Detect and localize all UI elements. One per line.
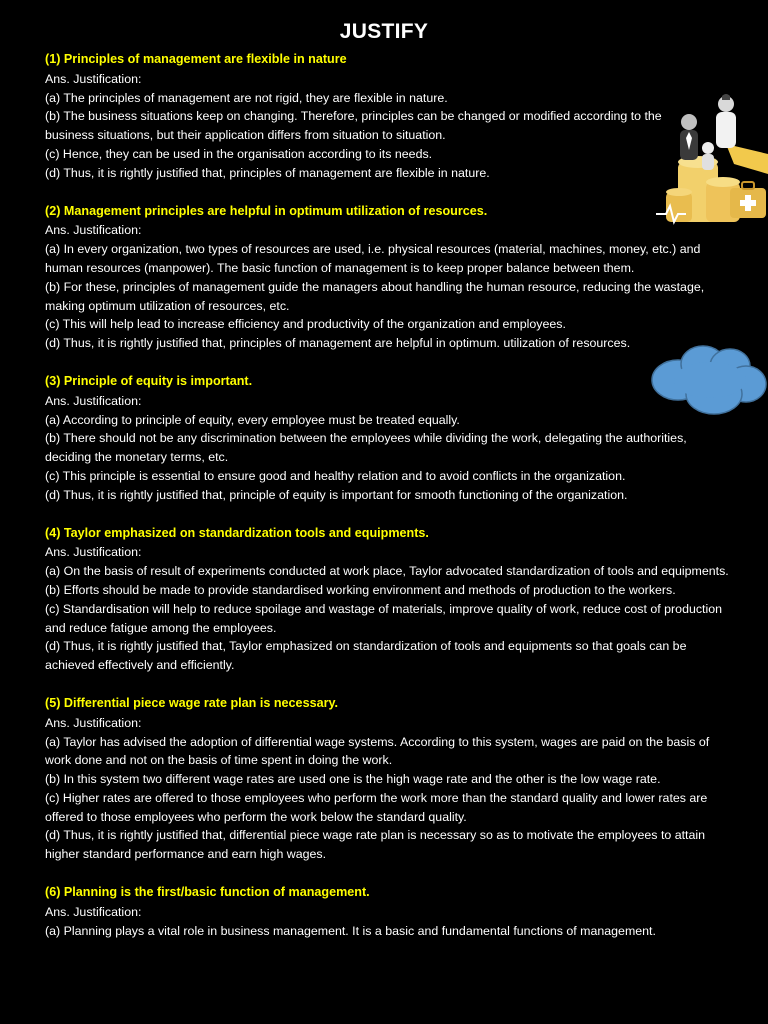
point-b: (b) The business situations keep on changing. Therefore, principles can be changed or modified according to the business situations, but their application differs from situation to situation.	[45, 109, 662, 143]
point-d: (d) Thus, it is rightly justified that, principles of management are helpful in optimum. utilization of resources.	[45, 336, 631, 351]
section-heading: (4) Taylor emphasized on standardization tools and equipments.	[45, 525, 429, 540]
answer-label: Ans. Justification:	[45, 715, 142, 730]
document-body	[45, 50, 735, 959]
section-6	[45, 883, 735, 940]
answer-label: Ans. Justification:	[45, 545, 142, 560]
section-heading: (3) Principle of equity is important.	[45, 373, 253, 388]
point-a: (a) Taylor has advised the adoption of differential wage systems. According to this system, wages are paid on the basis of work done and not on the basis of time spent in doing the work.	[45, 734, 710, 768]
section-heading: (2) Management principles are helpful in optimum utilization of resources.	[45, 203, 488, 218]
point-a: (a) According to principle of equity, every employee must be treated equally.	[45, 412, 460, 427]
point-a: (a) On the basis of result of experiments conducted at work place, Taylor advocated standardization of tools and equipments.	[45, 564, 729, 579]
point-b: (b) In this system two different wage rates are used one is the high wage rate and the other is the low wage rate.	[45, 772, 661, 787]
point-d: (d) Thus, it is rightly justified that, principles of management are flexible in nature.	[45, 165, 490, 180]
answer-label: Ans. Justification:	[45, 223, 142, 238]
point-b: (b) For these, principles of management guide the managers about handling the human resource, reducing the wastage, making optimum utilization of resources, etc.	[45, 279, 705, 313]
page-title: JUSTIFY	[339, 20, 429, 43]
section-3	[45, 372, 735, 505]
point-d: (d) Thus, it is rightly justified that, differential piece wage rate plan is necessary so as to motivate the employees to attain higher standard performance and earn high wages.	[45, 828, 706, 862]
section-heading: (5) Differential piece wage rate plan is necessary.	[45, 695, 339, 710]
point-c: (c) Hence, they can be used in the organisation according to its needs.	[45, 146, 433, 161]
point-d: (d) Thus, it is rightly justified that, principle of equity is important for smooth functioning of the organization.	[45, 487, 628, 502]
section-2	[45, 202, 735, 353]
cloud-shape-icon	[648, 340, 768, 418]
section-heading: (6) Planning is the first/basic function of management.	[45, 885, 370, 900]
point-a: (a) Planning plays a vital role in business management. It is a basic and fundamental functions of management.	[45, 923, 656, 938]
point-d: (d) Thus, it is rightly justified that, Taylor emphasized on standardization of tools and equipments so that goals can be achieved effectively and efficiently.	[45, 639, 687, 673]
point-c: (c) This principle is essential to ensure good and healthy relation and to avoid conflicts in the organization.	[45, 468, 626, 483]
people-coins-illustration-icon	[656, 92, 768, 232]
answer-label: Ans. Justification:	[45, 904, 142, 919]
point-b: (b) There should not be any discrimination between the employees while dividing the work, delegating the authorities, deciding the monetary terms, etc.	[45, 431, 687, 465]
point-c: (c) This will help lead to increase efficiency and productivity of the organization and employees.	[45, 317, 566, 332]
section-4	[45, 524, 735, 675]
answer-label: Ans. Justification:	[45, 71, 142, 86]
answer-label: Ans. Justification:	[45, 393, 142, 408]
section-heading: (1) Principles of management are flexible in nature	[45, 52, 347, 66]
point-c: (c) Standardisation will help to reduce spoilage and wastage of materials, improve quality of work, reduce cost of production and reduce fatigue among the employees.	[45, 601, 723, 635]
point-a: (a) In every organization, two types of resources are used, i.e. physical resources (material, machines, money, etc.) and human resources (manpower). The basic function of management is to keep proper balance between them.	[45, 242, 701, 275]
section-1	[45, 50, 735, 183]
point-a: (a) The principles of management are not rigid, they are flexible in nature.	[45, 90, 448, 105]
point-c: (c) Higher rates are offered to those employees who perform the work more than the standard quality and lower rates are offered to those employees who perform the work below the standard quality.	[45, 790, 708, 824]
section-5	[45, 694, 735, 864]
point-b: (b) Efforts should be made to provide standardised working environment and methods of production to the workers.	[45, 582, 676, 597]
